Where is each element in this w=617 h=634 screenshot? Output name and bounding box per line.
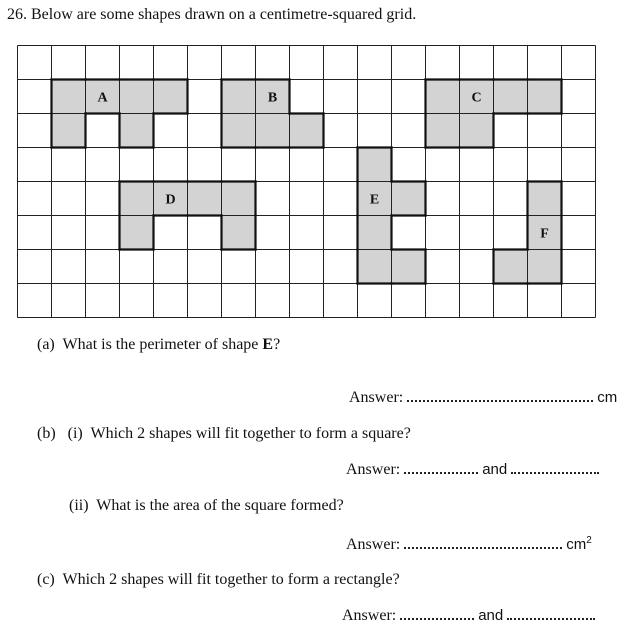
part-b-ii-answer-label: Answer: — [346, 536, 401, 553]
part-b-i-text: Which 2 shapes will fit together to form a square? — [90, 425, 411, 442]
question-title: 26. Below are some shapes drawn on a centimetre-squared grid. — [7, 6, 417, 23]
part-b-ii-answer-line[interactable] — [404, 535, 562, 549]
shape-cell — [358, 216, 392, 250]
shape-label-e: E — [369, 192, 380, 208]
shape-cell — [120, 182, 154, 216]
shape-cell — [222, 182, 256, 216]
part-b-i-label: (i) — [67, 425, 83, 442]
shape-cell — [290, 114, 324, 148]
shape-cell — [528, 182, 562, 216]
part-b-ii-unit: $cm^2$ — [566, 535, 592, 553]
part-c-joiner: and — [478, 607, 504, 624]
shape-cell — [528, 250, 562, 284]
part-b-i-answer — [346, 460, 599, 479]
part-b-i-answer-label: Answer: — [346, 461, 401, 478]
part-a-text: What is the perimeter of shape — [62, 336, 263, 353]
part-a-question — [37, 336, 280, 354]
shape-label-d: D — [165, 192, 176, 208]
part-a-answer — [349, 388, 617, 407]
shape-cell — [188, 182, 222, 216]
part-b-i-answer-line-1[interactable] — [404, 460, 478, 474]
part-b-label: (b) — [37, 425, 56, 442]
part-c-text: Which 2 shapes will fit together to form a rectangle? — [62, 571, 400, 588]
shape-cell — [52, 80, 86, 114]
shape-cell — [154, 80, 188, 114]
part-c-answer-label: Answer: — [342, 607, 397, 624]
part-b-ii-question — [69, 497, 344, 515]
shape-cell — [494, 250, 528, 284]
part-c-question — [37, 571, 400, 589]
shape-cell — [494, 80, 528, 114]
part-a-answer-line[interactable] — [407, 388, 593, 402]
shape-label-a: A — [97, 90, 108, 106]
part-c-label: (c) — [37, 571, 55, 588]
part-b-ii-label: (ii) — [69, 497, 89, 514]
shape-label-c: C — [471, 90, 482, 106]
shape-cell — [120, 114, 154, 148]
grid-figure — [17, 45, 598, 313]
part-b-i-question — [37, 425, 411, 443]
shape-cell — [392, 250, 426, 284]
shape-cell — [358, 148, 392, 182]
shape-cell — [222, 114, 256, 148]
part-c-answer — [342, 606, 595, 625]
part-b-i-joiner: and — [482, 461, 508, 478]
shape-cell — [222, 216, 256, 250]
shape-cell — [256, 114, 290, 148]
shape-cell — [120, 80, 154, 114]
shape-cell — [392, 182, 426, 216]
part-b-ii-answer — [346, 535, 592, 554]
part-c-answer-line-2[interactable] — [507, 606, 595, 620]
part-b-i-answer-line-2[interactable] — [511, 460, 599, 474]
shape-label-f: F — [540, 226, 549, 242]
shape-label-b: B — [267, 90, 278, 106]
part-a-unit: cm — [597, 389, 617, 406]
part-a-bold: E — [262, 336, 274, 353]
shape-grid — [17, 45, 598, 313]
shape-cell — [460, 114, 494, 148]
shape-cell — [426, 80, 460, 114]
shape-cell — [222, 80, 256, 114]
shape-cell — [426, 114, 460, 148]
part-a-label: (a) — [37, 336, 55, 353]
part-b-ii-unit-sup: 2 — [586, 535, 592, 546]
shape-cell — [528, 80, 562, 114]
shape-cell — [120, 216, 154, 250]
shape-cell — [358, 250, 392, 284]
part-c-answer-line-1[interactable] — [400, 606, 474, 620]
part-a-text-end: ? — [273, 336, 281, 353]
part-b-ii-text: What is the area of the square formed? — [96, 497, 344, 514]
part-a-answer-label: Answer: — [349, 389, 404, 406]
shape-cell — [52, 114, 86, 148]
